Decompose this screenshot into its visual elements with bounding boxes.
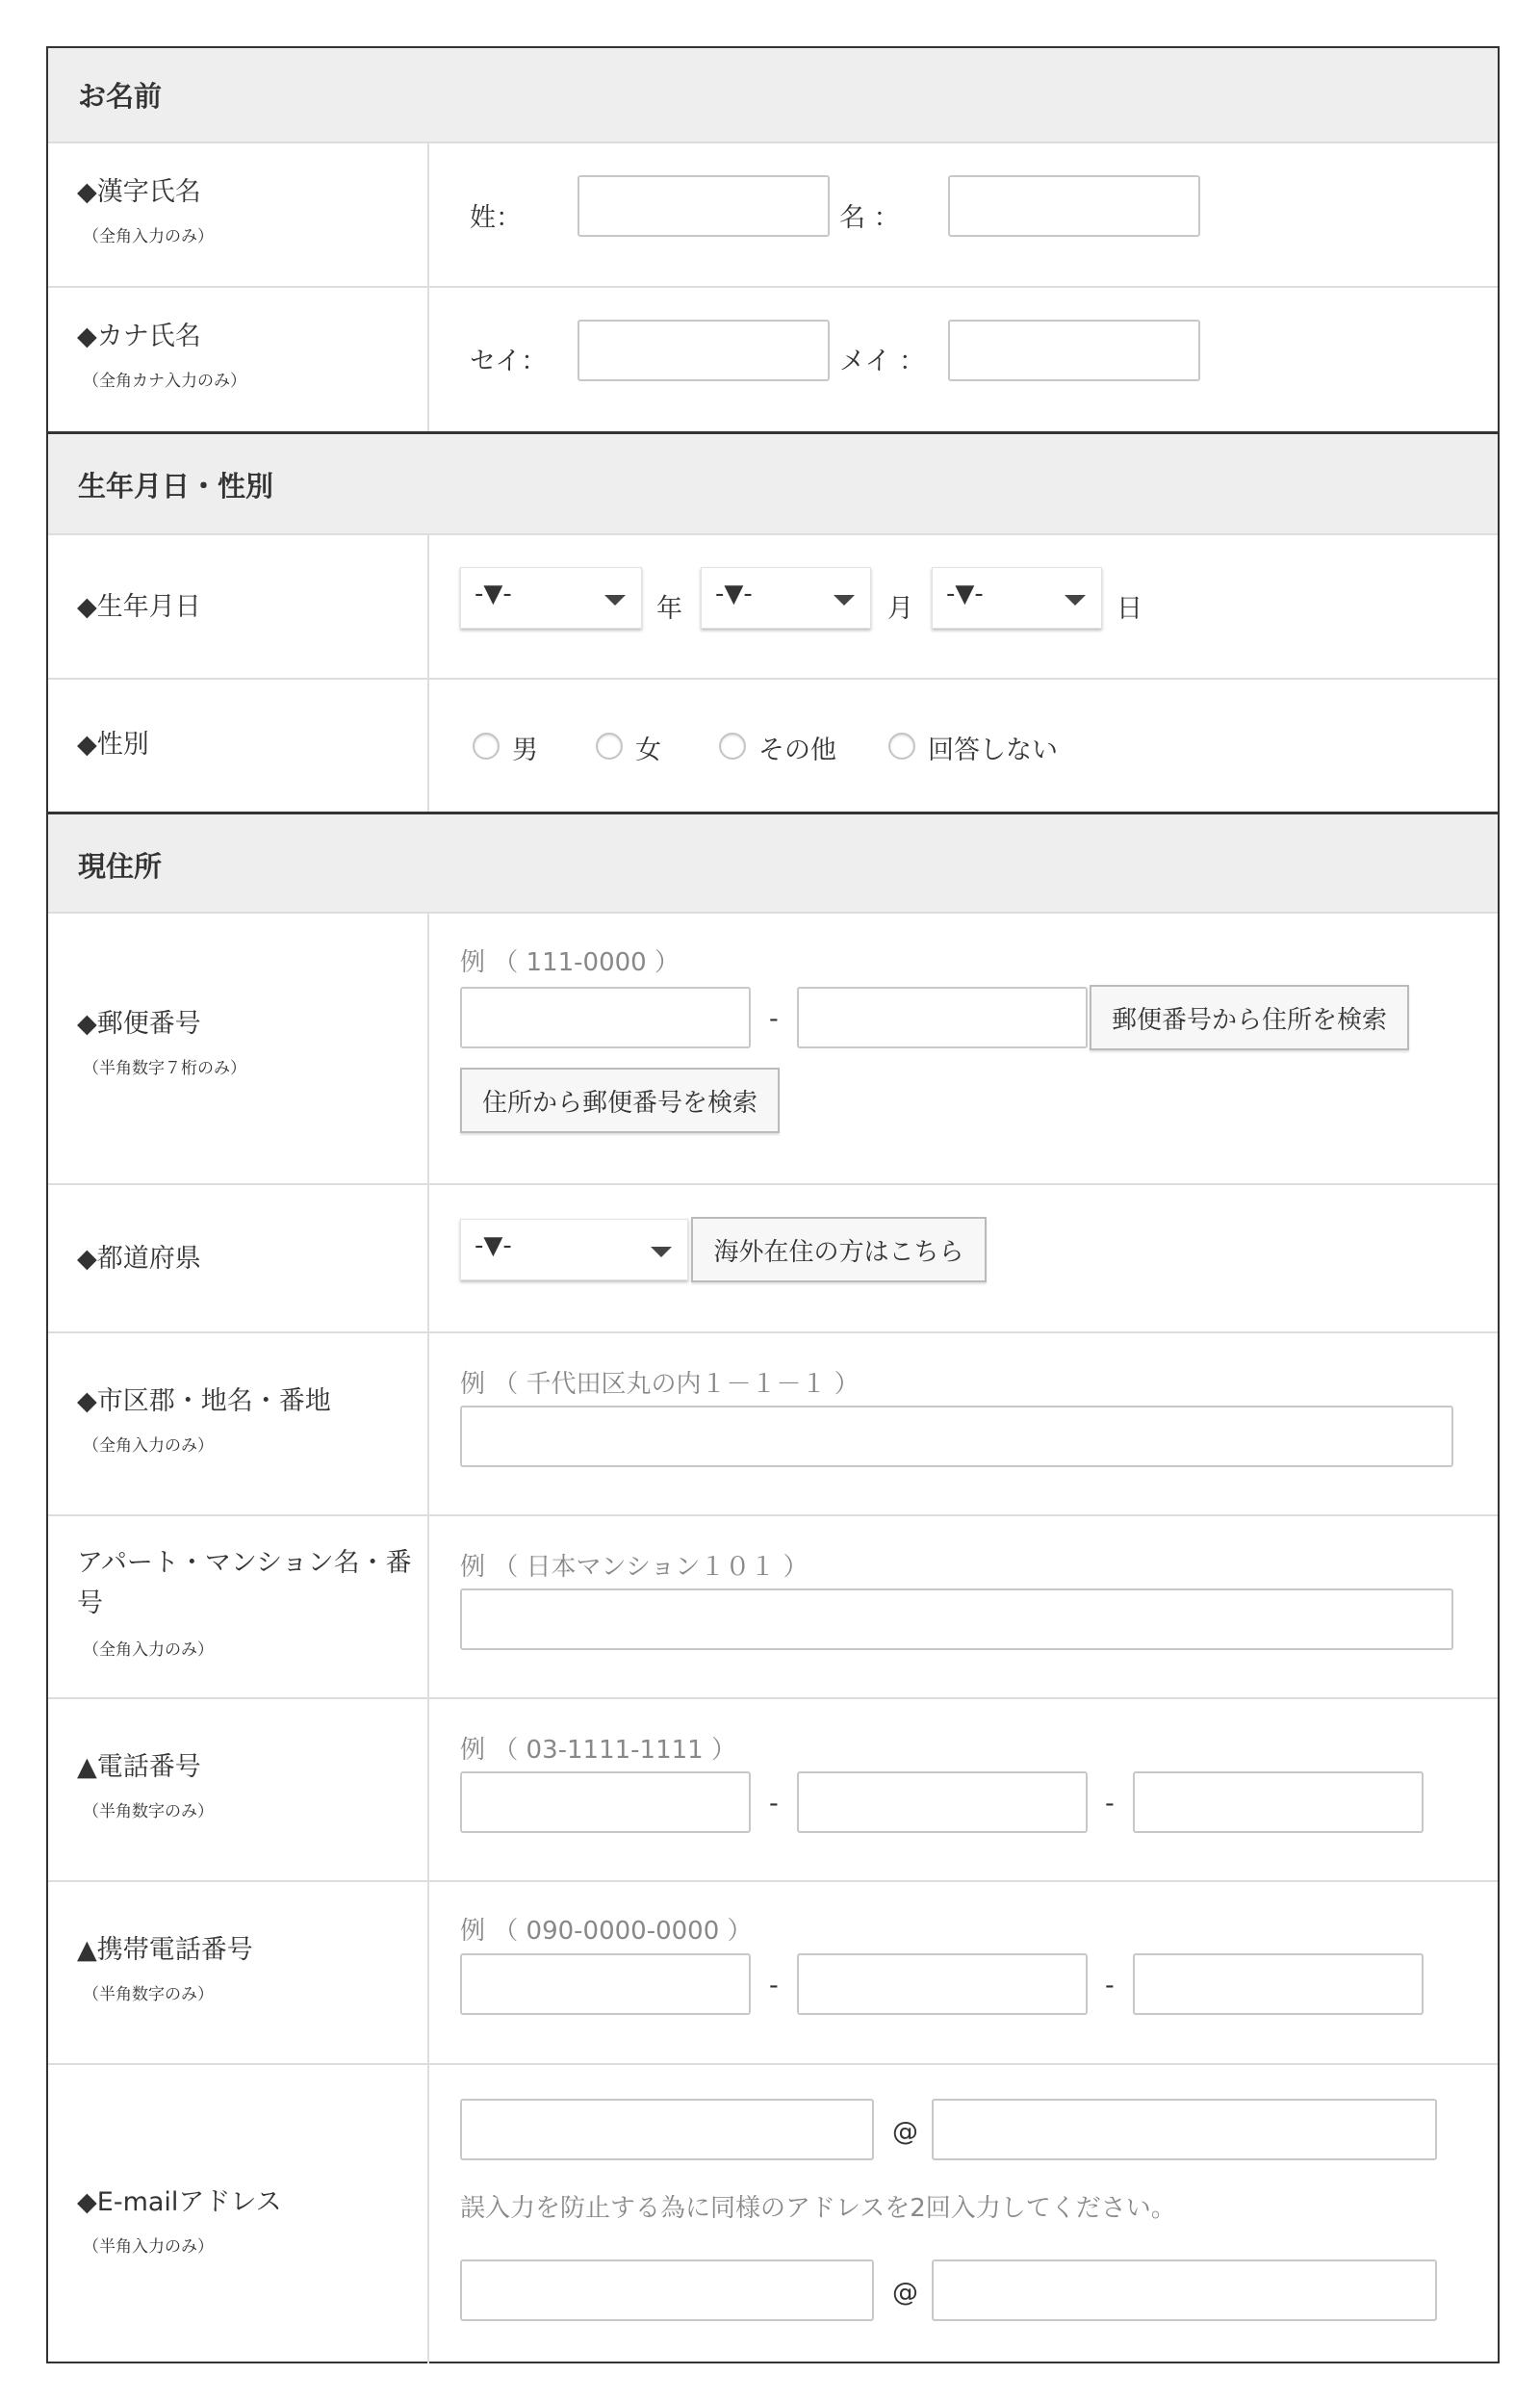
field-label: ◆市区郡・地名・番地 [77, 1386, 331, 1416]
row-city [48, 1333, 1498, 1516]
last-name-label: 姓： [470, 203, 522, 233]
select-value: -▼- [475, 1231, 512, 1260]
field-note: （全角入力のみ） [83, 227, 214, 246]
phone-area-input[interactable] [460, 1771, 751, 1833]
field-label: ▲電話番号 [77, 1752, 201, 1782]
email-at-sign: @ [892, 2278, 918, 2308]
gender-option-label: その他 [758, 736, 836, 765]
email-local-input[interactable] [460, 2099, 874, 2160]
gender-option-label: 回答しない [928, 736, 1058, 765]
gender-radio-female[interactable] [596, 733, 623, 760]
section-header-name [48, 48, 1498, 143]
row-kana-name [48, 288, 1498, 434]
field-label: ◆E-mailアドレス [77, 2187, 282, 2217]
postal-code-first-input[interactable] [460, 987, 751, 1048]
chevron-down-icon [1065, 595, 1086, 606]
mobile-example: 例 （ 090-0000-0000 ） [460, 1917, 753, 1946]
first-name-kana-label: メイ ： [839, 347, 926, 376]
email-confirm-instruction: 誤入力を防止する為に同様のアドレスを2回入力してください。 [460, 2194, 1176, 2223]
month-unit: 月 [887, 594, 913, 624]
field-label: ◆都道府県 [77, 1244, 201, 1274]
email-at-sign: @ [892, 2117, 918, 2147]
field-label: アパート・マンション名・番 [77, 1548, 412, 1578]
kanji-first-name-input[interactable] [948, 175, 1200, 237]
section-title: 生年月日・性別 [78, 470, 274, 503]
select-value: -▼- [475, 580, 512, 608]
row-phone [48, 1699, 1498, 1882]
field-note: （全角入力のみ） [83, 1640, 214, 1660]
birth-day-select[interactable] [932, 567, 1102, 629]
last-name-kana-label: セイ： [470, 347, 548, 376]
gender-radio-no-answer[interactable] [888, 733, 915, 760]
row-mobile [48, 1882, 1498, 2065]
field-note: （半角数字のみ） [83, 1985, 214, 2004]
field-label: ◆カナ氏名 [77, 322, 201, 351]
section-title: 現住所 [78, 850, 163, 883]
postal-code-second-input[interactable] [797, 987, 1088, 1048]
year-unit: 年 [656, 594, 682, 624]
overseas-residence-button[interactable]: 海外在住の方はこちら [691, 1217, 987, 1282]
row-postal-code [48, 914, 1498, 1185]
email-domain-input[interactable] [932, 2099, 1437, 2160]
section-header-birth [48, 434, 1498, 535]
row-email [48, 2065, 1498, 2363]
birth-month-select[interactable] [701, 567, 871, 629]
row-birthdate [48, 535, 1498, 680]
search-postal-by-address-button[interactable]: 住所から郵便番号を検索 [460, 1068, 780, 1133]
field-label: ◆郵便番号 [77, 1009, 201, 1039]
phone-number-input[interactable] [1133, 1771, 1424, 1833]
mobile-area-input[interactable] [460, 1953, 751, 2015]
first-name-label: 名 ： [839, 203, 900, 233]
mobile-exchange-input[interactable] [797, 1953, 1088, 2015]
day-unit: 日 [1116, 594, 1142, 624]
kana-last-name-input[interactable] [578, 320, 830, 381]
section-title: お名前 [78, 80, 163, 113]
phone-exchange-input[interactable] [797, 1771, 1088, 1833]
city-input[interactable] [460, 1406, 1453, 1467]
postal-separator: - [769, 1004, 779, 1034]
row-prefecture [48, 1185, 1498, 1333]
registration-form [46, 46, 1500, 2363]
field-label-continued: 号 [77, 1588, 103, 1618]
gender-option-label: 男 [512, 736, 538, 765]
email-confirm-domain-input[interactable] [932, 2259, 1437, 2321]
search-address-by-postal-button[interactable]: 郵便番号から住所を検索 [1090, 985, 1409, 1050]
row-building [48, 1516, 1498, 1699]
field-note: （半角数字のみ） [83, 1802, 214, 1821]
prefecture-select[interactable] [460, 1219, 688, 1280]
row-gender [48, 680, 1498, 814]
kana-first-name-input[interactable] [948, 320, 1200, 381]
field-note: （半角入力のみ） [83, 2237, 214, 2257]
building-input[interactable] [460, 1588, 1453, 1650]
chevron-down-icon [604, 595, 626, 606]
field-label: ◆性別 [77, 730, 149, 760]
chevron-down-icon [834, 595, 855, 606]
field-label: ▲携帯電話番号 [77, 1935, 253, 1965]
kanji-last-name-input[interactable] [578, 175, 830, 237]
field-note: （半角数字７桁のみ） [83, 1059, 246, 1078]
select-value: -▼- [946, 580, 984, 608]
email-confirm-local-input[interactable] [460, 2259, 874, 2321]
city-example: 例 （ 千代田区丸の内１－１－１ ） [460, 1370, 860, 1399]
field-label: ◆漢字氏名 [77, 177, 201, 207]
select-value: -▼- [715, 580, 753, 608]
mobile-separator: - [769, 1971, 779, 2001]
phone-separator: - [1105, 1789, 1115, 1819]
gender-radio-other[interactable] [719, 733, 746, 760]
birth-year-select[interactable] [460, 567, 642, 629]
row-kanji-name [48, 143, 1498, 288]
gender-radio-male[interactable] [473, 733, 500, 760]
phone-example: 例 （ 03-1111-1111 ） [460, 1736, 736, 1765]
field-label: ◆生年月日 [77, 592, 201, 622]
section-header-address [48, 814, 1498, 914]
mobile-separator: - [1105, 1971, 1115, 2001]
postal-example: 例 （ 111-0000 ） [460, 948, 680, 977]
field-note: （全角入力のみ） [83, 1436, 214, 1456]
gender-option-label: 女 [635, 736, 661, 765]
mobile-number-input[interactable] [1133, 1953, 1424, 2015]
building-example: 例 （ 日本マンション１０１ ） [460, 1553, 808, 1582]
chevron-down-icon [651, 1247, 672, 1257]
field-note: （全角カナ入力のみ） [83, 372, 246, 391]
phone-separator: - [769, 1789, 779, 1819]
